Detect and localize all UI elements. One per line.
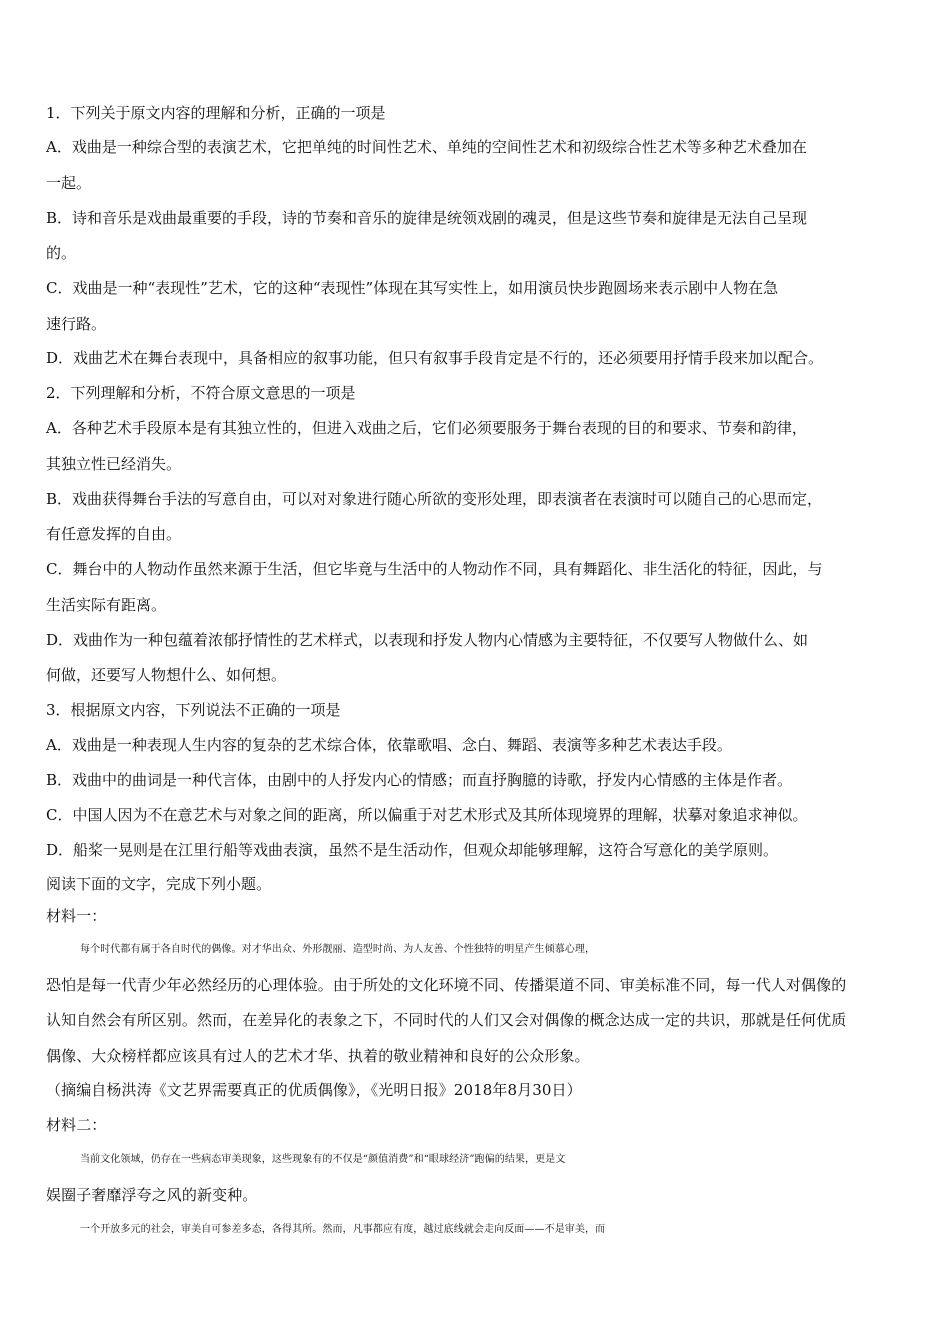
material-2-heading: 材料二：: [46, 1116, 107, 1134]
material-1-line: 偶像、大众榜样都应该具有过人的艺术才华、执着的敬业精神和良好的公众形象。: [46, 1047, 590, 1065]
material-2-para-1-line: 当前文化领域，仍存在一些病态审美现象，这些现象有的不仅是“颜值消费”和“眼球经济”跑偏的结果，更是文: [80, 1154, 566, 1165]
question-1-option-c-cont: 速行路。: [46, 315, 107, 333]
question-1-option-a: A．戏曲是一种综合型的表演艺术，它把单纯的时间性艺术、单纯的空间性艺术和初级综合性艺术等多种艺术叠加在: [46, 138, 807, 156]
question-2-option-b: B．戏曲获得舞台手法的写意自由，可以对对象进行随心所欲的变形处理，即表演者在表演时可以随自己的心思而定，: [46, 490, 823, 508]
question-2-option-a: A．各种艺术手段原本是有其独立性的，但进入戏曲之后，它们必须要服务于舞台表现的目的和要求、节奏和韵律，: [46, 419, 807, 437]
material-1-heading: 材料一：: [46, 907, 107, 925]
material-1-line: 认知自然会有所区别。然而，在差异化的表象之下，不同时代的人们又会对偶像的概念达成一定的共识，那就是任何优质: [46, 1011, 847, 1029]
question-1-option-a-cont: 一起。: [46, 174, 92, 192]
question-3-option-c: C．中国人因为不在意艺术与对象之间的距离，所以偏重于对艺术形式及其所体现境界的理解，状摹对象追求神似。: [46, 806, 808, 824]
material-1-source: （摘编自杨洪涛《文艺界需要真正的优质偶像》，《光明日报》2018年8月30日）: [46, 1081, 582, 1099]
material-1-line: 恐怕是每一代青少年必然经历的心理体验。由于所处的文化环境不同、传播渠道不同、审美标准不同，每一代人对偶像的: [46, 976, 847, 994]
question-2-option-d-cont: 何做，还要写人物想什么、如何想。: [46, 666, 287, 684]
question-2-option-c: C．舞台中的人物动作虽然来源于生活，但它毕竟与生活中的人物动作不同，具有舞蹈化、非生活化的特征，因此，与: [46, 560, 823, 578]
question-2-option-b-cont: 有任意发挥的自由。: [46, 525, 182, 543]
question-3-option-d: D．船桨一晃则是在江里行船等戏曲表演，虽然不是生活动作，但观众却能够理解，这符合写意化的美学原则。: [46, 841, 779, 859]
question-2-option-c-cont: 生活实际有距离。: [46, 596, 167, 614]
question-2-option-d: D．戏曲作为一种包蕴着浓郁抒情性的艺术样式，以表现和抒发人物内心情感为主要特征，不仅要写人物做什么、如: [46, 631, 809, 649]
question-2-option-a-cont: 其独立性已经消失。: [46, 455, 182, 473]
question-1-option-b-cont: 的。: [46, 244, 77, 262]
question-3-option-a: A．戏曲是一种表现人生内容的复杂的艺术综合体，依靠歌唱、念白、舞蹈、表演等多种艺术表达手段。: [46, 736, 732, 754]
question-3-stem: 3．根据原文内容，下列说法不正确的一项是: [46, 701, 341, 719]
question-1-stem: 1．下列关于原文内容的理解和分析，正确的一项是: [46, 104, 386, 122]
material-2-para-1-line: 娱圈子奢靡浮夸之风的新变种。: [46, 1186, 258, 1204]
material-2-para-2-line: 一个开放多元的社会，审美自可参差多态，各得其所。然而，凡事都应有度，越过底线就会走向反面——不是审美，而: [80, 1224, 606, 1235]
question-1-option-d: D．戏曲艺术在舞台表现中，具备相应的叙事功能，但只有叙事手段肯定是不行的，还必须要用抒情手段来加以配合。: [46, 349, 824, 367]
reading-instruction: 阅读下面的文字，完成下列小题。: [46, 875, 272, 893]
material-1-line: 每个时代都有属于各自时代的偶像。对才华出众、外形靓丽、造型时尚、为人友善、个性独特的明星产生倾慕心理，: [80, 944, 596, 955]
question-1-option-b: B．诗和音乐是戏曲最重要的手段，诗的节奏和音乐的旋律是统领戏剧的魂灵，但是这些节奏和旋律是无法自己呈现: [46, 209, 808, 227]
question-3-option-b: B．戏曲中的曲词是一种代言体，由剧中的人抒发内心的情感；而直抒胸臆的诗歌，抒发内心情感的主体是作者。: [46, 771, 793, 789]
question-1-option-c: C．戏曲是一种“表现性”艺术，它的这种“表现性”体现在其写实性上，如用演员快步跑圆场来表示剧中人物在急: [46, 279, 779, 297]
question-2-stem: 2．下列理解和分析，不符合原文意思的一项是: [46, 384, 356, 402]
